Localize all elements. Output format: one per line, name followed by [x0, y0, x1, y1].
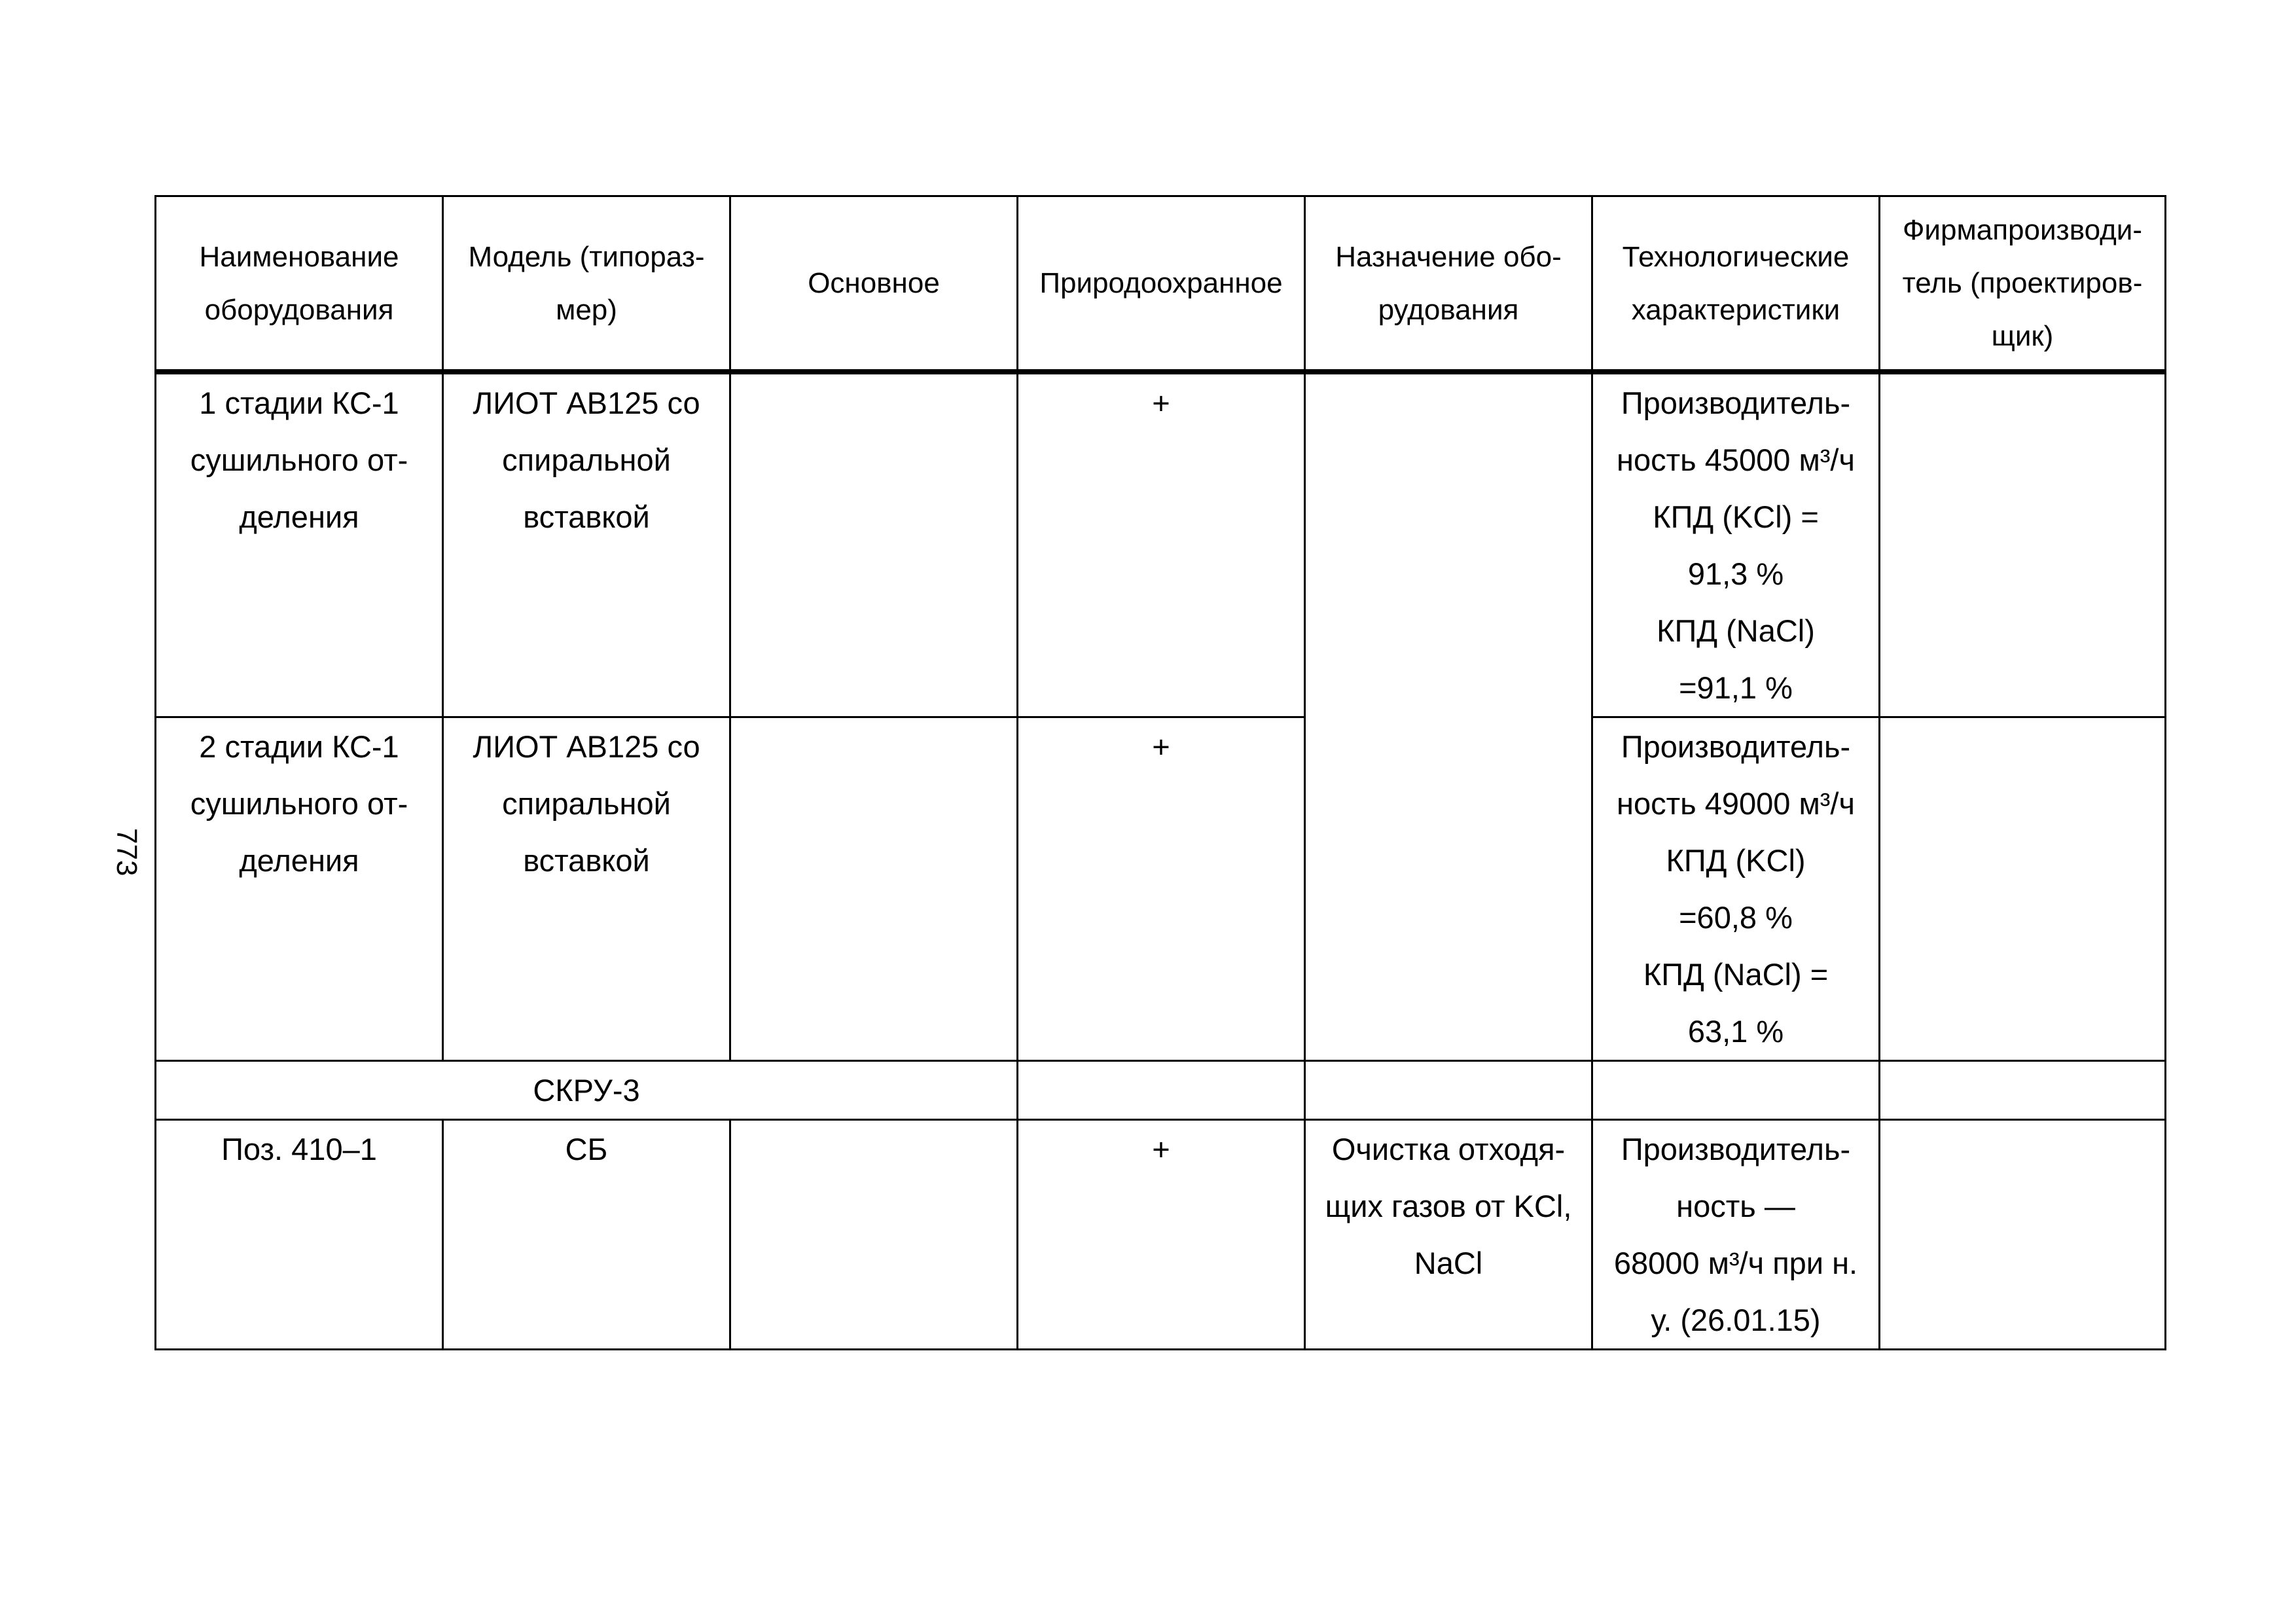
table-row — [156, 717, 2166, 1061]
cell-manufacturer — [1880, 1061, 2166, 1120]
cell-tech-characteristics — [1592, 1061, 1880, 1120]
cell-tech-characteristics: Производитель- ность 45000 м³/ч КПД (KCl) = 91,3 % КПД (NaCl) =91,1 % — [1592, 372, 1880, 717]
cell-main — [730, 372, 1018, 717]
cell-main — [730, 717, 1018, 1061]
cell-model: ЛИОТ АВ125 со спиральной вставкой — [443, 717, 730, 1061]
cell-environmental: + — [1018, 1120, 1305, 1350]
cell-tech-characteristics: Производитель- ность 49000 м³/ч КПД (KCl) =60,8 % КПД (NaCl) = 63,1 % — [1592, 717, 1880, 1061]
table-row — [156, 1120, 2166, 1350]
cell-model: СБ — [443, 1120, 730, 1350]
cell-purpose — [1305, 372, 1592, 1061]
cell-manufacturer — [1880, 372, 2166, 717]
header-main: Основное — [730, 196, 1018, 372]
cell-purpose: Очистка отходя- щих газов от KCl, NaCl — [1305, 1120, 1592, 1350]
header-environmental: Природоохранное — [1018, 196, 1305, 372]
header-model: Модель (типораз- мер) — [443, 196, 730, 372]
page-number: 773 — [111, 828, 143, 876]
table-row — [156, 372, 2166, 717]
cell-manufacturer — [1880, 717, 2166, 1061]
header-purpose: Назначение обо- рудования — [1305, 196, 1592, 372]
cell-manufacturer — [1880, 1120, 2166, 1350]
cell-purpose — [1305, 1061, 1592, 1120]
table-section-row — [156, 1061, 2166, 1120]
cell-environmental: + — [1018, 372, 1305, 717]
cell-equipment-name: 2 стадии КС-1 сушильного от- деления — [156, 717, 443, 1061]
header-equipment-name: Наименование оборудования — [156, 196, 443, 372]
cell-environmental: + — [1018, 717, 1305, 1061]
header-tech-characteristics: Технологические характеристики — [1592, 196, 1880, 372]
cell-model: ЛИОТ АВ125 со спиральной вставкой — [443, 372, 730, 717]
table-header-row — [156, 196, 2166, 372]
cell-environmental — [1018, 1061, 1305, 1120]
header-manufacturer: Фирмапроизводи- тель (проектиров- щик) — [1880, 196, 2166, 372]
cell-main — [730, 1120, 1018, 1350]
cell-equipment-name: Поз. 410–1 — [156, 1120, 443, 1350]
cell-tech-characteristics: Производитель- ность — 68000 м³/ч при н. у. (26.01.15) — [1592, 1120, 1880, 1350]
equipment-table — [154, 195, 2166, 1350]
cell-section-title: СКРУ-3 — [156, 1061, 1018, 1120]
cell-equipment-name: 1 стадии КС-1 сушильного от- деления — [156, 372, 443, 717]
